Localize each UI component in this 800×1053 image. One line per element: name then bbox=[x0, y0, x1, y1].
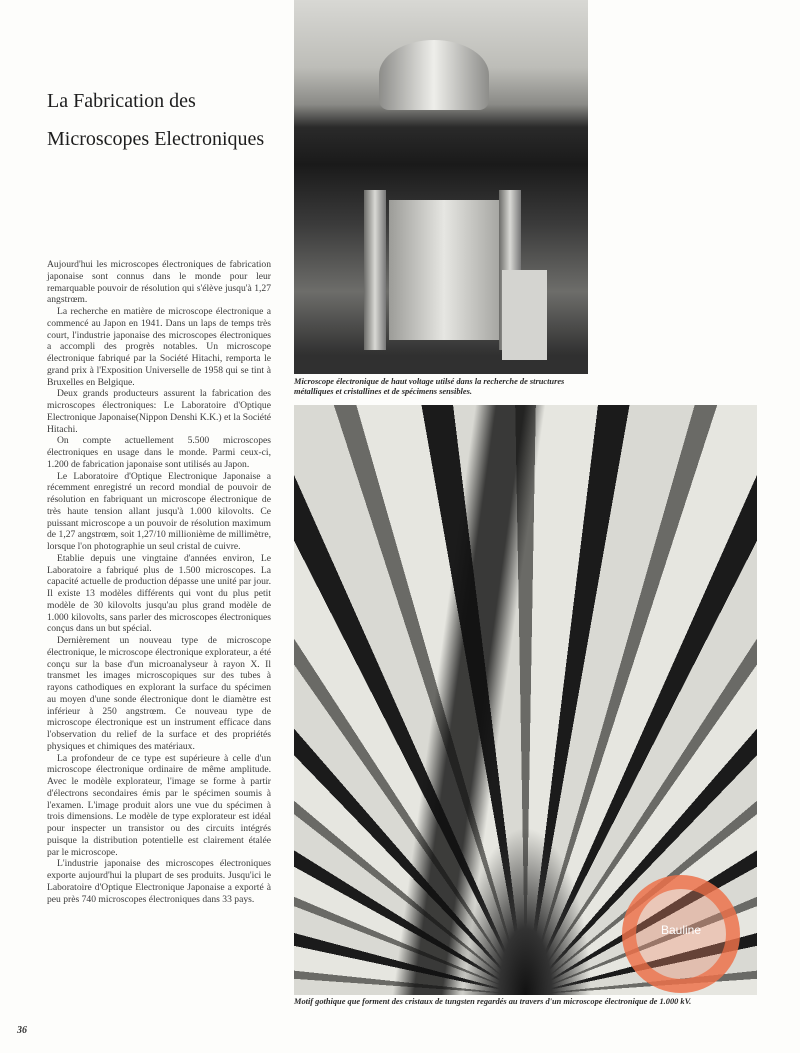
watermark-text: Bauline bbox=[660, 923, 702, 937]
photo-console bbox=[389, 200, 499, 340]
article-title bbox=[47, 82, 287, 158]
paragraph: Dernièrement un nouveau type de microscope électronique, le microscope électronique explorateur, a été conçu sur la base d'un microanalyseur à rayon X. Il transmet les images microscopiques sur des tubes à rayons cathodiques en explorant la surface du spécimen au moyen d'une sonde électronique dont le diamètre est inférieur à 250 angstrœm. Ce nouveau type de microscope électronique est un instrument efficace dans l'observation du relief de la surface et des propriétés physiques et chimiques des matériaux. bbox=[47, 635, 271, 752]
photo-cabinet bbox=[502, 270, 547, 360]
photo-dark-band bbox=[393, 405, 546, 995]
paragraph: La profondeur de ce type est supérieure à celle d'un microscope électronique ordinaire de même amplitude. Avec le modèle explorateur, l'image se forme à partir d'électrons secondaires émis par le spécimen soumis à l'examen. L'image produit alors une vue du spécimen à trois dimensions. Le modèle de type explorateur est idéal pour inspecter un transistor ou des circuits intégrés puisque la distribution potentielle est clairement étalée par le microscope. bbox=[47, 752, 271, 858]
paragraph: Deux grands producteurs assurent la fabrication des microscopes électroniques: Le Laboratoire d'Optique Electronique Japonaise(Nippon Denshi K.K.) et la Société Hitachi. bbox=[47, 388, 271, 435]
title-line-1: La Fabrication des bbox=[47, 90, 196, 112]
paragraph: La recherche en matière de microscope électronique a commencé au Japon en 1941. Dans un laps de temps très court, l'industrie japonaise des microscopes électroniques a accompli des progrès notables. Un microscope électronique fabriqué par la Société Hitachi, remporta le grand prix à l'Exposition Universelle de 1958 qui se tint à Bruxelles en Belgique. bbox=[47, 306, 271, 388]
paragraph: Aujourd'hui les microscopes électroniques de fabrication japonaise sont connus dans le monde pour leur remarquable pouvoir de résolution qui s'élève jusqu'à 1,27 angstrœm. bbox=[47, 259, 271, 306]
paragraph: Etablie depuis une vingtaine d'années environ, Le Laboratoire a fabriqué plus de 1.500 microscopes. La capacité actuelle de production dépasse une unité par jour. Il existe 13 modèles différents qui vont du plus petit modèle de 30 kilovolts jusqu'au plus grand modèle de 1.000 kilovolts, sans parler des microscopes électroniques conçus dans un but spécial. bbox=[47, 552, 271, 635]
microscope-lab-photo bbox=[294, 0, 588, 374]
bottom-photo-caption: Motif gothique que forment des cristaux de tungsten regardés au travers d'un microscope électronique de 1.000 kV. bbox=[294, 997, 692, 1006]
page-number: 36 bbox=[17, 1025, 27, 1036]
paragraph: Le Laboratoire d'Optique Electronique Japonaise a récemment enregistré un record mondial de pouvoir de résolution en fabriquant un microscope électronique de très haute tension allant jusqu'à 1.000 kilovolts. Ce puissant microscope a un pouvoir de résolution maximum de 1,27 angstrœm, soit 1,27/10 millionième de millimètre, lorsque l'on photographie un seul cristal de cuivre. bbox=[47, 470, 271, 552]
article-body bbox=[47, 259, 271, 905]
watermark-logo bbox=[622, 875, 740, 993]
photo-pillar bbox=[364, 190, 386, 350]
paragraph: L'industrie japonaise des microscopes électroniques exporte aujourd'hui la plupart de ses produits. Jusqu'ici le Laboratoire d'Optique Electronique Japonaise a exporté à peu près 740 microscopes électroniques dans 33 pays. bbox=[47, 858, 271, 905]
top-photo-caption: Microscope électronique de haut voltage utilsé dans la recherche de structures métalliques et cristallines et de spécimens sensibles. bbox=[294, 377, 565, 396]
paragraph: On compte actuellement 5.500 microscopes électroniques en usage dans le monde. Parmi ceux-ci, 1.200 de fabrication japonaise sont utilisés au Japon. bbox=[47, 435, 271, 470]
photo-tank bbox=[379, 40, 489, 110]
title-line-2: Microscopes Electroniques bbox=[47, 128, 265, 150]
